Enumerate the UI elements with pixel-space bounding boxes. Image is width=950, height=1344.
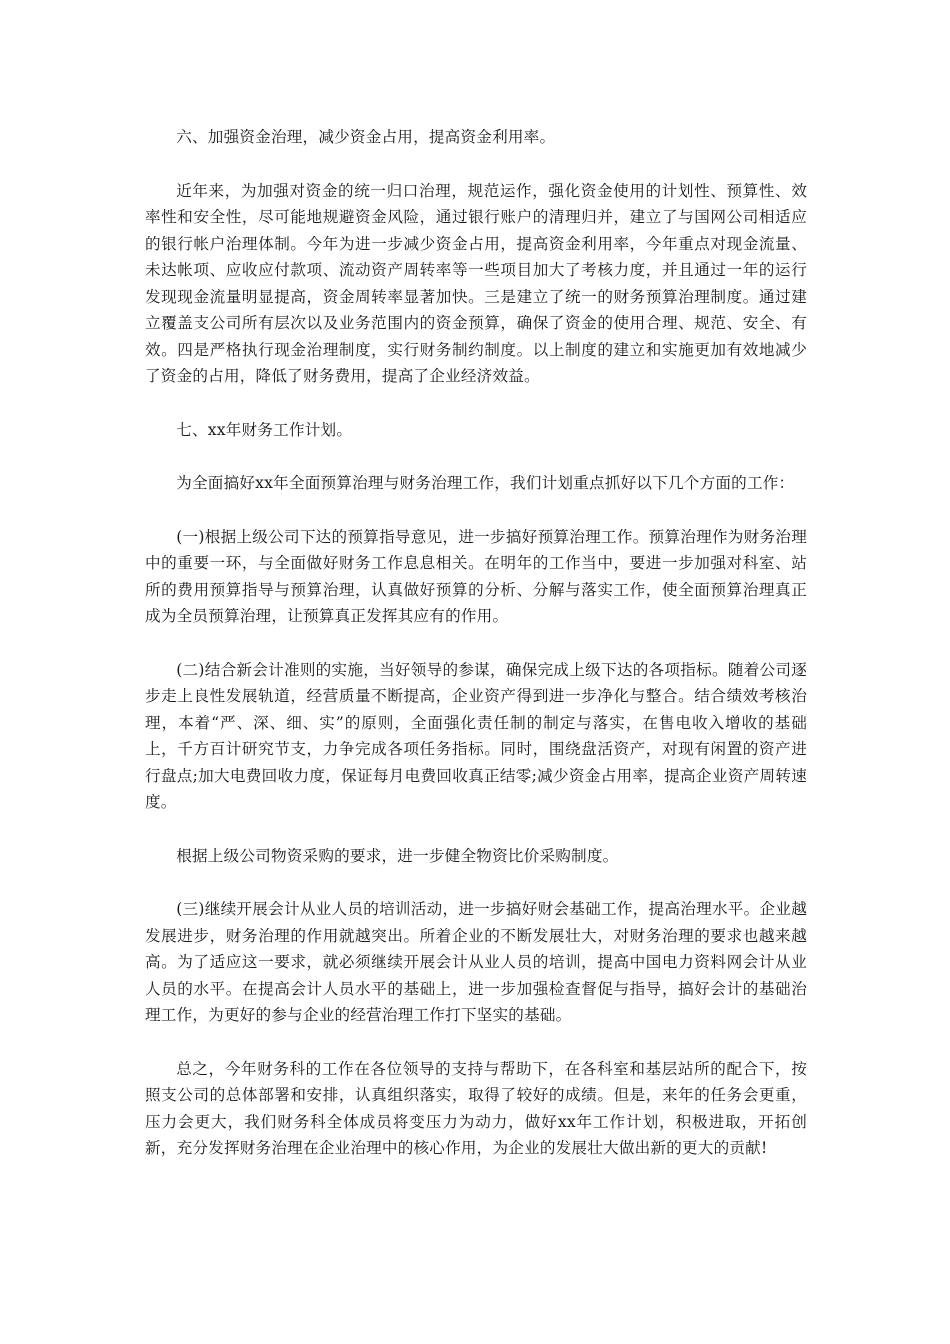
paragraph-plan-item-3: (三)继续开展会计从业人员的培训活动，进一步搞好财会基础工作，提高治理水平。企业越发展进步，财务治理的作用就越突出。所着企业的不断发展壮大，对财务治理的要求也越来越高。为了适应这一要求，就必须继续开展会计从业人员的培训，提高中国电力资料网会计从业人员的水平。在提高会计人员水平的基础上，进一步加强检查督促与指导，搞好会计的基础治理工作，为更好的参与企业的经营治理工作打下坚实的基础。 [145, 900, 807, 1024]
document-body [145, 124, 807, 1189]
section-heading-6: 六、加强资金治理，减少资金占用，提高资金利用率。 [176, 128, 556, 146]
paragraph-plan-intro: 为全面搞好xx年全面预算治理与财务治理工作，我们计划重点抓好以下几个方面的工作： [176, 474, 795, 492]
paragraph-conclusion: 总之，今年财务科的工作在各位领导的支持与帮助下，在各科室和基层站所的配合下，按照支公司的总体部署和安排，认真组织落实，取得了较好的成绩。但是，来年的任务会更重，压力会更大，我们财务科全体成员将变压力为动力，做好xx年工作计划，积极进取，开拓创新，充分发挥财务治理在企业治理中的核心作用，为企业的发展壮大做出新的更大的贡献! [145, 1059, 807, 1157]
section-heading-7: 七、xx年财务工作计划。 [176, 420, 353, 439]
paragraph-procurement: 根据上级公司物资采购的要求，进一步健全物资比价采购制度。 [176, 846, 619, 865]
paragraph-plan-item-2: (二)结合新会计准则的实施，当好领导的参谋，确保完成上级下达的各项指标。随着公司逐步走上良性发展轨道，经营质量不断提高，企业资产得到进一步净化与整合。结合绩效考核治理，本着“严、深、细、实”的原则，全面强化责任制的制定与落实，在售电收入增收的基础上，千方百计研究节支，力争完成各项任务指标。同时，围绕盘活资产，对现有闲置的资产进行盘点;加大电费回收力度，保证每月电费回收真正结零;减少资金占用率，提高企业资产周转速度。 [145, 660, 807, 811]
paragraph-fund-management: 近年来，为加强对资金的统一归口治理，规范运作，强化资金使用的计划性、预算性、效率性和安全性，尽可能地规避资金风险，通过银行账户的清理归并，建立了与国网公司相适应的银行帐户治理体制。今年为进一步减少资金占用，提高资金利用率，今年重点对现金流量、未达帐项、应收应付款项、流动资产周转率等一些项目加大了考核力度，并且通过一年的运行发现现金流量明显提高，资金周转率显著加快。三是建立了统一的财务预算治理制度。通过建立覆盖支公司所有层次以及业务范围内的资金预算，确保了资金的使用合理、规范、安全、有效。四是严格执行现金治理制度，实行财务制约制度。以上制度的建立和实施更加有效地减少了资金的占用，降低了财务费用，提高了企业经济效益。 [145, 181, 807, 385]
paragraph-plan-item-1: (一)根据上级公司下达的预算指导意见，进一步搞好预算治理工作。预算治理作为财务治理中的重要一环，与全面做好财务工作息息相关。在明年的工作当中，要进一步加强对科室、站所的费用预算指导与预算治理，认真做好预算的分析、分解与落实工作，使全面预算治理真正成为全员预算治理，让预算真正发挥其应有的作用。 [145, 527, 807, 625]
